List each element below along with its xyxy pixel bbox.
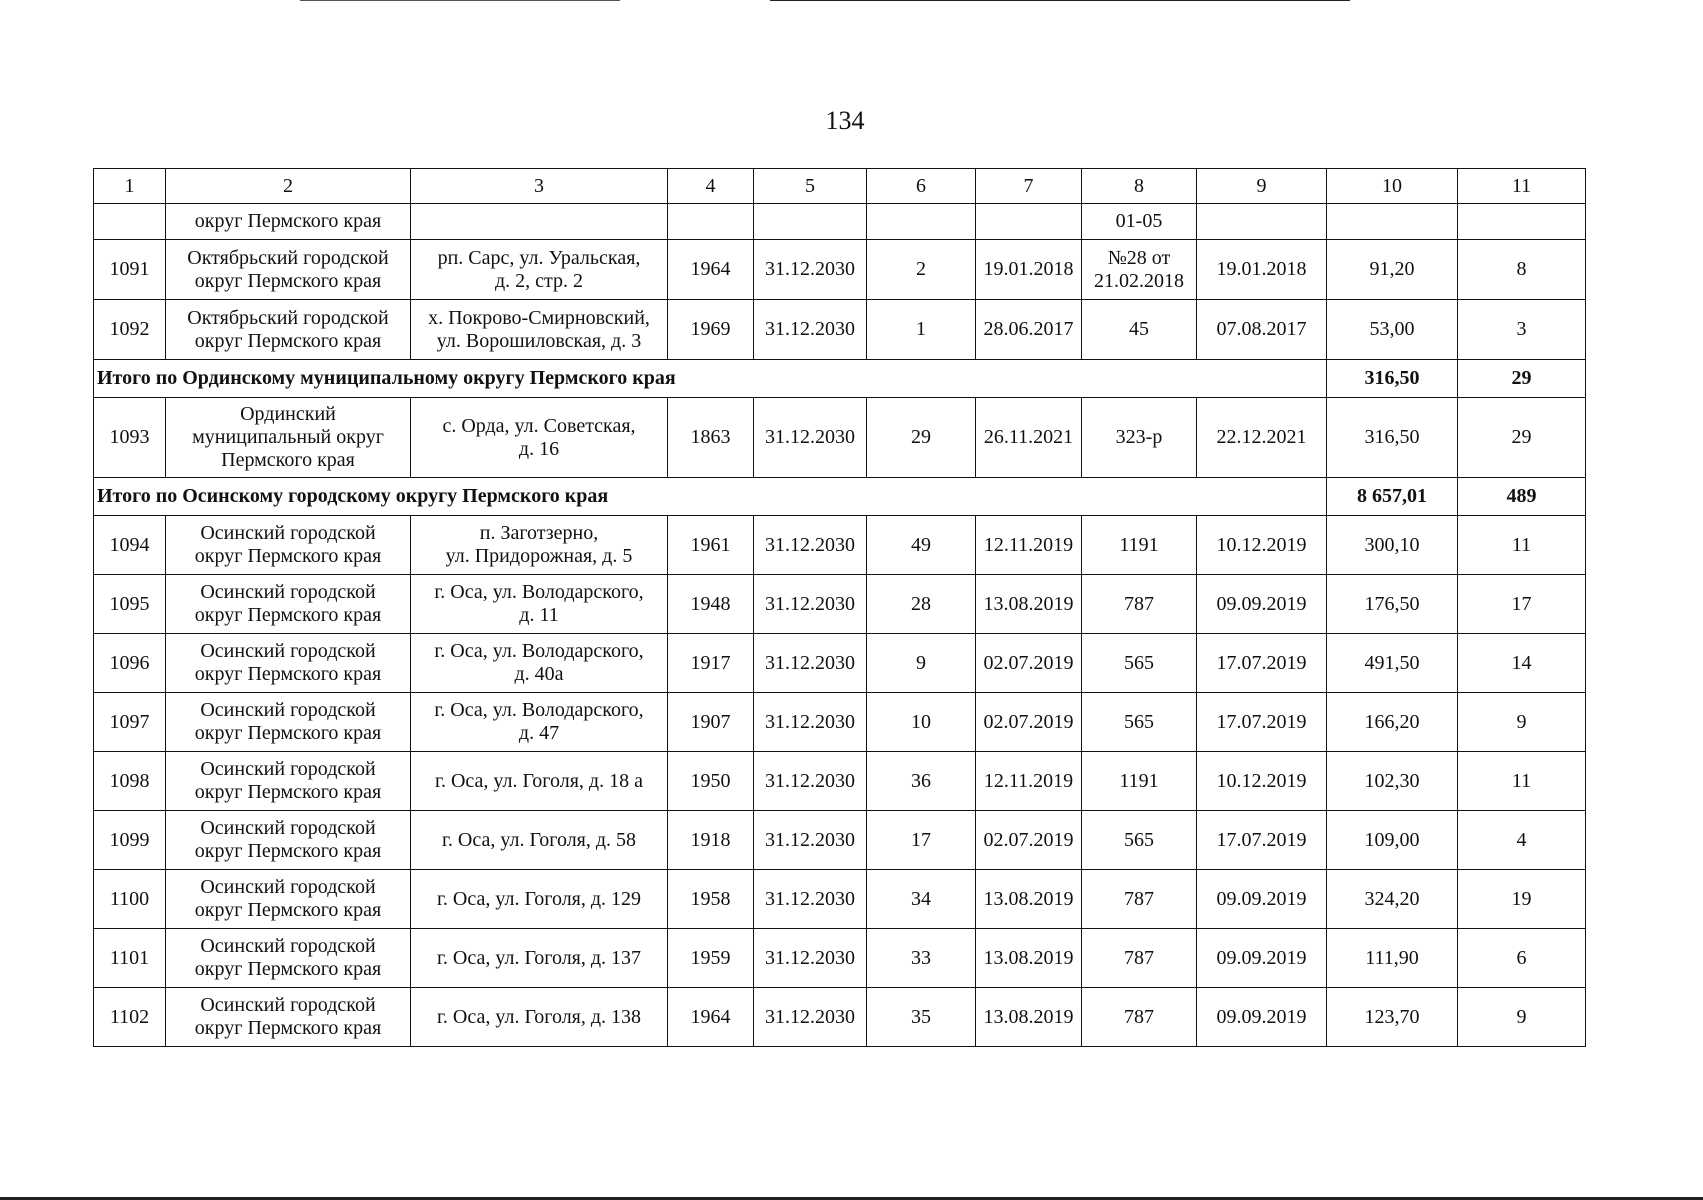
- cell: [867, 204, 976, 240]
- cell-count: 36: [867, 752, 976, 811]
- cell-address: г. Оса, ул. Гоголя, д. 138: [411, 988, 668, 1047]
- cell-address: г. Оса, ул. Володарского, д. 40а: [411, 634, 668, 693]
- table-row: [94, 240, 1586, 300]
- cell-doc-number: 565: [1082, 634, 1197, 693]
- cell: [1458, 204, 1586, 240]
- cell-year: 1918: [668, 811, 754, 870]
- table-row: [94, 516, 1586, 575]
- cell-area: 53,00: [1327, 300, 1458, 360]
- cell-row-number: 1092: [94, 300, 166, 360]
- cell-date: 31.12.2030: [754, 634, 867, 693]
- cell-count: 29: [867, 398, 976, 478]
- cell-row-number: 1091: [94, 240, 166, 300]
- register-table: [93, 168, 1586, 1047]
- summary-residents: 29: [1458, 360, 1586, 398]
- cell-count: 35: [867, 988, 976, 1047]
- cell-area: 109,00: [1327, 811, 1458, 870]
- cell-residents: 9: [1458, 988, 1586, 1047]
- col-header: 6: [867, 169, 976, 204]
- cell-residents: 19: [1458, 870, 1586, 929]
- cell-address: г. Оса, ул. Гоголя, д. 129: [411, 870, 668, 929]
- table-row: [94, 929, 1586, 988]
- cell-row-number: 1101: [94, 929, 166, 988]
- cell-date: 31.12.2030: [754, 988, 867, 1047]
- cell-address: г. Оса, ул. Гоголя, д. 58: [411, 811, 668, 870]
- table-row: [94, 398, 1586, 478]
- cell-year: 1958: [668, 870, 754, 929]
- cell-date: 31.12.2030: [754, 575, 867, 634]
- table-row: [94, 693, 1586, 752]
- cell-date: 02.07.2019: [976, 811, 1082, 870]
- cell-date: 31.12.2030: [754, 398, 867, 478]
- cell-year: 1964: [668, 988, 754, 1047]
- summary-residents: 489: [1458, 478, 1586, 516]
- table-row: [94, 988, 1586, 1047]
- cell: [411, 204, 668, 240]
- cell-area: 111,90: [1327, 929, 1458, 988]
- cell-address: г. Оса, ул. Володарского, д. 11: [411, 575, 668, 634]
- cell-doc-number: 787: [1082, 988, 1197, 1047]
- col-header: 8: [1082, 169, 1197, 204]
- cell-date: 09.09.2019: [1197, 575, 1327, 634]
- table-body: [94, 169, 1586, 1047]
- summary-row: [94, 478, 1586, 516]
- cell-date: 31.12.2030: [754, 693, 867, 752]
- cell-count: 10: [867, 693, 976, 752]
- cell-doc-number: 45: [1082, 300, 1197, 360]
- cell-row-number: 1096: [94, 634, 166, 693]
- cell-residents: 6: [1458, 929, 1586, 988]
- cell-area: 102,30: [1327, 752, 1458, 811]
- scan-edge-top-left: [300, 0, 620, 1]
- cell-row-number: 1100: [94, 870, 166, 929]
- cell-residents: 4: [1458, 811, 1586, 870]
- cell-date: 31.12.2030: [754, 870, 867, 929]
- cell-municipality: Осинский городской округ Пермского края: [166, 811, 411, 870]
- cell-municipality: Осинский городской округ Пермского края: [166, 693, 411, 752]
- cell-municipality: Осинский городской округ Пермского края: [166, 634, 411, 693]
- cell-date: 07.08.2017: [1197, 300, 1327, 360]
- cell-date: 22.12.2021: [1197, 398, 1327, 478]
- table-row: [94, 870, 1586, 929]
- col-header: 5: [754, 169, 867, 204]
- cell-date: 19.01.2018: [1197, 240, 1327, 300]
- cell-date: 09.09.2019: [1197, 988, 1327, 1047]
- cell-address: г. Оса, ул. Гоголя, д. 137: [411, 929, 668, 988]
- col-header: 2: [166, 169, 411, 204]
- cell-area: 300,10: [1327, 516, 1458, 575]
- cell-doc-number: 787: [1082, 929, 1197, 988]
- cell-count: 33: [867, 929, 976, 988]
- cell-count: 28: [867, 575, 976, 634]
- cell-residents: 17: [1458, 575, 1586, 634]
- cell-date: 17.07.2019: [1197, 634, 1327, 693]
- cell-doc-number: 787: [1082, 870, 1197, 929]
- cell-count: 9: [867, 634, 976, 693]
- cell-row-number: 1102: [94, 988, 166, 1047]
- cell-year: 1959: [668, 929, 754, 988]
- cell-address: г. Оса, ул. Володарского, д. 47: [411, 693, 668, 752]
- cell-doc-number: 1191: [1082, 752, 1197, 811]
- cell-doc-number: №28 от 21.02.2018: [1082, 240, 1197, 300]
- cell-row-number: 1093: [94, 398, 166, 478]
- cell-residents: 29: [1458, 398, 1586, 478]
- cell-date: 26.11.2021: [976, 398, 1082, 478]
- cell-date: 13.08.2019: [976, 929, 1082, 988]
- cell-residents: 11: [1458, 516, 1586, 575]
- cell-area: 316,50: [1327, 398, 1458, 478]
- summary-label: Итого по Осинскому городскому округу Пермского края: [94, 478, 1327, 516]
- cell-municipality: Осинский городской округ Пермского края: [166, 752, 411, 811]
- summary-area: 8 657,01: [1327, 478, 1458, 516]
- cell-date: 13.08.2019: [976, 988, 1082, 1047]
- cell-date: 12.11.2019: [976, 516, 1082, 575]
- cell-address: х. Покрово-Смирновский, ул. Ворошиловская, д. 3: [411, 300, 668, 360]
- cell-count: 17: [867, 811, 976, 870]
- cell-area: 491,50: [1327, 634, 1458, 693]
- scan-edge-top-right: [770, 0, 1350, 1]
- cell-count: 34: [867, 870, 976, 929]
- cell-residents: 14: [1458, 634, 1586, 693]
- summary-area: 316,50: [1327, 360, 1458, 398]
- col-header: 1: [94, 169, 166, 204]
- cell-residents: 9: [1458, 693, 1586, 752]
- cell-year: 1907: [668, 693, 754, 752]
- cell-date: 13.08.2019: [976, 870, 1082, 929]
- cell: [668, 204, 754, 240]
- cell: [754, 204, 867, 240]
- cell-doc-number: 565: [1082, 693, 1197, 752]
- cell-residents: 8: [1458, 240, 1586, 300]
- cell-municipality: Ординский муниципальный округ Пермского края: [166, 398, 411, 478]
- col-header: 4: [668, 169, 754, 204]
- cell-doc-number: 01-05: [1082, 204, 1197, 240]
- cell-address: с. Орда, ул. Советская, д. 16: [411, 398, 668, 478]
- cell-date: 19.01.2018: [976, 240, 1082, 300]
- cell-area: 176,50: [1327, 575, 1458, 634]
- cell-date: 13.08.2019: [976, 575, 1082, 634]
- cell-area: 123,70: [1327, 988, 1458, 1047]
- cell-date: 31.12.2030: [754, 752, 867, 811]
- cell-year: 1950: [668, 752, 754, 811]
- col-header: 3: [411, 169, 668, 204]
- cell-date: 10.12.2019: [1197, 752, 1327, 811]
- cell-area: 324,20: [1327, 870, 1458, 929]
- summary-row: [94, 360, 1586, 398]
- cell-count: 1: [867, 300, 976, 360]
- page-number: 134: [825, 106, 865, 135]
- cell-year: 1917: [668, 634, 754, 693]
- cell-count: 49: [867, 516, 976, 575]
- cell-date: 28.06.2017: [976, 300, 1082, 360]
- cell-date: 31.12.2030: [754, 516, 867, 575]
- cell-count: 2: [867, 240, 976, 300]
- cell: [976, 204, 1082, 240]
- cell-row-number: 1099: [94, 811, 166, 870]
- table-row: [94, 811, 1586, 870]
- cell-area: 166,20: [1327, 693, 1458, 752]
- cell-municipality: Осинский городской округ Пермского края: [166, 575, 411, 634]
- cell-date: 17.07.2019: [1197, 693, 1327, 752]
- cell-row-number: 1094: [94, 516, 166, 575]
- cell-date: 31.12.2030: [754, 240, 867, 300]
- cell-date: 17.07.2019: [1197, 811, 1327, 870]
- cell-date: 10.12.2019: [1197, 516, 1327, 575]
- cell-doc-number: 565: [1082, 811, 1197, 870]
- col-header: 9: [1197, 169, 1327, 204]
- cell-residents: 11: [1458, 752, 1586, 811]
- cell: [1197, 204, 1327, 240]
- col-header: 10: [1327, 169, 1458, 204]
- cell-year: 1948: [668, 575, 754, 634]
- cell-date: 31.12.2030: [754, 929, 867, 988]
- cell-doc-number: 787: [1082, 575, 1197, 634]
- table-row: [94, 634, 1586, 693]
- cell-year: 1863: [668, 398, 754, 478]
- cell-date: 02.07.2019: [976, 693, 1082, 752]
- cell-address: рп. Сарс, ул. Уральская, д. 2, стр. 2: [411, 240, 668, 300]
- cell: [1327, 204, 1458, 240]
- cell-municipality: Осинский городской округ Пермского края: [166, 988, 411, 1047]
- cell-row-number: 1098: [94, 752, 166, 811]
- column-number-row: [94, 169, 1586, 204]
- table-row: [94, 300, 1586, 360]
- table-row: [94, 575, 1586, 634]
- cell-year: 1961: [668, 516, 754, 575]
- table-row: [94, 752, 1586, 811]
- cell: [94, 204, 166, 240]
- cell-date: 31.12.2030: [754, 811, 867, 870]
- cell-doc-number: 323-р: [1082, 398, 1197, 478]
- cell-row-number: 1097: [94, 693, 166, 752]
- cell-year: 1964: [668, 240, 754, 300]
- cell-doc-number: 1191: [1082, 516, 1197, 575]
- cell-year: 1969: [668, 300, 754, 360]
- summary-label: Итого по Ординскому муниципальному округу Пермского края: [94, 360, 1327, 398]
- cell-date: 02.07.2019: [976, 634, 1082, 693]
- cell-area: 91,20: [1327, 240, 1458, 300]
- cell-date: 12.11.2019: [976, 752, 1082, 811]
- cell-row-number: 1095: [94, 575, 166, 634]
- cell-address: г. Оса, ул. Гоголя, д. 18 а: [411, 752, 668, 811]
- col-header: 7: [976, 169, 1082, 204]
- cell-municipality: Октябрьский городской округ Пермского края: [166, 240, 411, 300]
- cell-residents: 3: [1458, 300, 1586, 360]
- col-header: 11: [1458, 169, 1586, 204]
- cell-municipality: Осинский городской округ Пермского края: [166, 516, 411, 575]
- cell-address: п. Заготзерно, ул. Придорожная, д. 5: [411, 516, 668, 575]
- cell-municipality: Осинский городской округ Пермского края: [166, 870, 411, 929]
- cell-municipality: Осинский городской округ Пермского края: [166, 929, 411, 988]
- cell-municipality: Октябрьский городской округ Пермского края: [166, 300, 411, 360]
- cell-date: 31.12.2030: [754, 300, 867, 360]
- cell-date: 09.09.2019: [1197, 929, 1327, 988]
- cell-municipality: округ Пермского края: [166, 204, 411, 240]
- continuation-row: [94, 204, 1586, 240]
- cell-date: 09.09.2019: [1197, 870, 1327, 929]
